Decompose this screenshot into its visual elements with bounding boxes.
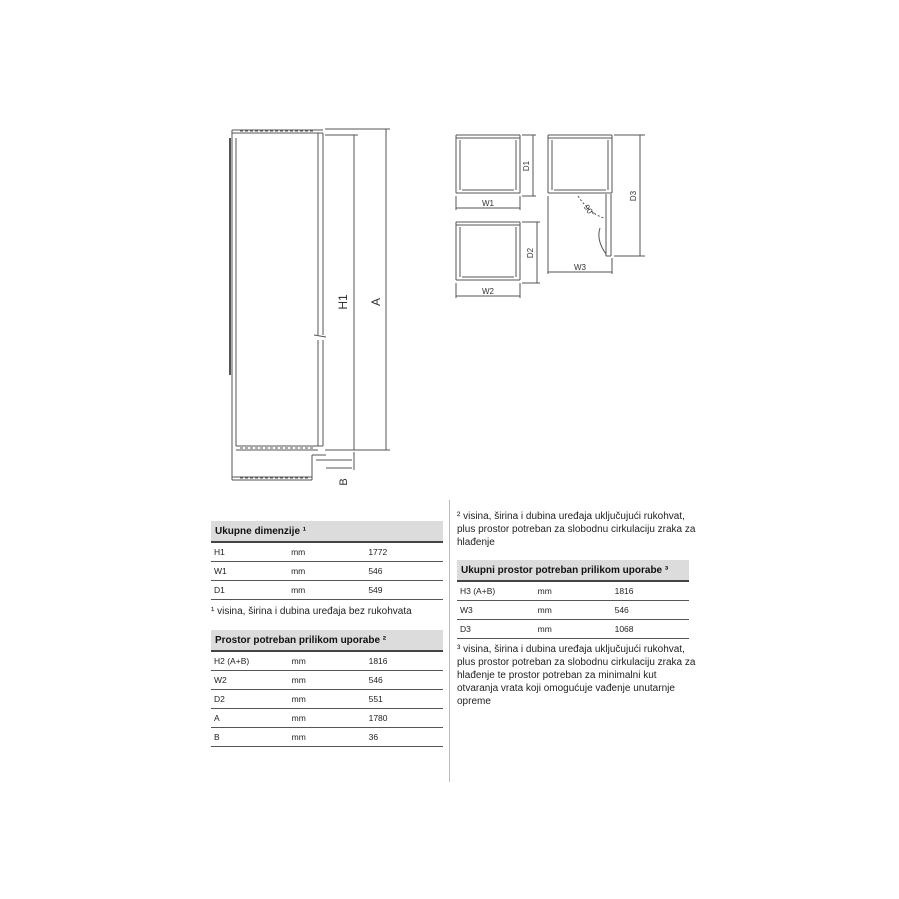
overall-table-title: Ukupne dimenzije ¹ — [211, 521, 443, 542]
top-view-w2-d2 — [456, 222, 540, 298]
footnote-2: ² visina, širina i dubina uređaja uključujući rukohvat, plus prostor potreban za slobodnu cirkulaciju zraka za hlađenje — [457, 511, 696, 548]
side-view-drawing — [230, 129, 390, 480]
top-view-w3-d3 — [548, 135, 645, 274]
top-view-w1-d1 — [456, 135, 536, 210]
space-in-use-table-title: Prostor potreban prilikom uporabe ² — [211, 630, 443, 651]
table-row: H2 (A+B) mm 1816 — [211, 651, 443, 671]
footnote-3: ³ visina, širina i dubina uređaja uključujući rukohvat, plus prostor potreban za slobodnu cirkulaciju zraka za hlađenje te prostor potreban za minimalni kut otvaranja vrata koji omogućuje vađenje unutarnje opreme — [457, 644, 696, 707]
table-row: A mm 1780 — [211, 709, 443, 728]
table-row: D3 mm 1068 — [457, 620, 689, 639]
space-in-use-table — [211, 630, 443, 747]
total-space-table — [457, 560, 689, 639]
label-w3: W3 — [574, 263, 586, 272]
column-divider — [449, 500, 450, 782]
label-w2: W2 — [482, 287, 494, 296]
table-row: W1 mm 546 — [211, 562, 443, 581]
table-row: H1 mm 1772 — [211, 542, 443, 562]
label-w1: W1 — [482, 199, 494, 208]
table-row: H3 (A+B) mm 1816 — [457, 581, 689, 601]
total-space-table-title: Ukupni prostor potreban prilikom uporabe ³ — [457, 560, 689, 581]
table-row: D2 mm 551 — [211, 690, 443, 709]
table-row: W2 mm 546 — [211, 671, 443, 690]
label-d3: D3 — [629, 190, 638, 202]
label-b: B — [338, 478, 350, 486]
table-row: W3 mm 546 — [457, 601, 689, 620]
label-d2: D2 — [526, 247, 535, 259]
footnote-1: ¹ visina, širina i dubina uređaja bez rukohvata — [211, 606, 412, 617]
overall-dimensions-table — [211, 521, 443, 600]
table-row: B mm 36 — [211, 728, 443, 747]
table-row: D1 mm 549 — [211, 581, 443, 600]
label-h1: H1 — [336, 294, 350, 310]
label-angle: 90° — [581, 203, 597, 219]
label-a: A — [369, 297, 383, 307]
label-d1: D1 — [522, 160, 531, 172]
